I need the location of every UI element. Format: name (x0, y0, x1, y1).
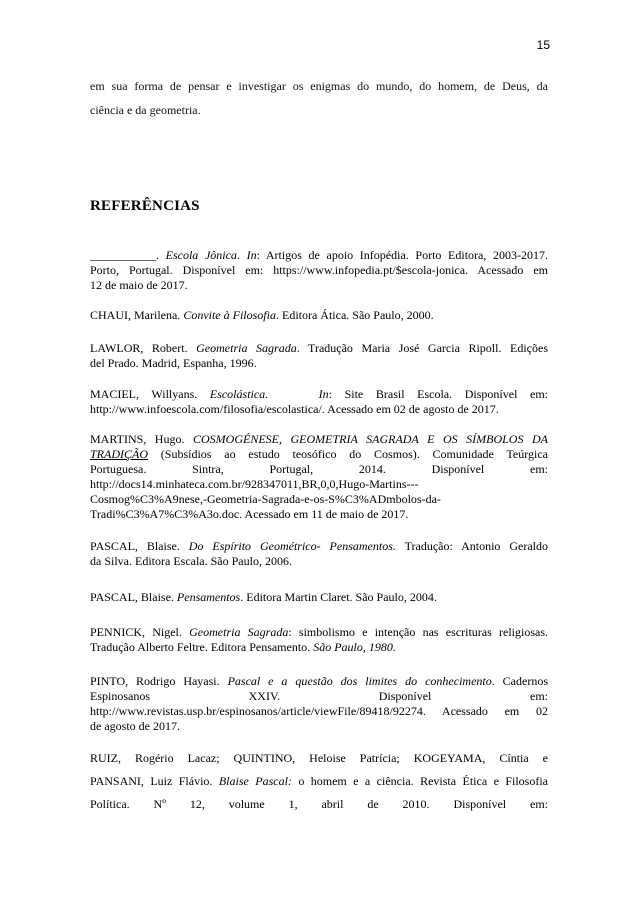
ref-line: Tradi%C3%A7%C3%A3o.doc. Acessado em 11 de maio de 2017. (90, 507, 409, 521)
ref-line: de agosto de 2017. (90, 719, 180, 733)
ref-title: Convite à Filosofia (183, 308, 276, 322)
reference-pinto (90, 674, 548, 734)
ref-author: MACIEL, Willyans. (90, 387, 210, 401)
reference-pascal-pensamentos (90, 590, 548, 605)
ref-in: In (246, 248, 257, 262)
ref-title: Do Espírito Geométrico- Pensamentos. (188, 539, 396, 553)
ref-text: . (236, 248, 247, 262)
ref-text: : Site Brasil Escola. Disponível em: (328, 387, 549, 401)
ref-text: : simbolismo e intenção nas escrituras religiosas. (288, 625, 549, 639)
reference-escola-jonica (90, 248, 548, 293)
ref-title: Blaise Pascal: (218, 774, 292, 788)
references-heading: REFERÊNCIAS (90, 198, 200, 214)
reference-chaui (90, 308, 548, 323)
ref-line: Portuguesa. Sintra, Portugal, 2014. Disponível em: (90, 462, 548, 476)
ref-line: Espinosanos XXIV. Disponível em: (90, 689, 548, 703)
ref-text: (Subsídios ao estudo teosófico do Cosmos). Comunidade Teúrgica (148, 447, 548, 461)
ref-url-line: http://docs14.minhateca.com.br/928347011,BR,0,0,Hugo-Martins--- (90, 477, 419, 491)
ref-author: CHAUI, Marilena. (90, 308, 184, 322)
ref-author: PASCAL, Blaise. (90, 590, 177, 604)
ref-text: Tradução Alberto Feltre. Editora Pensamento. (90, 640, 314, 654)
ref-text: . Cadernos (491, 674, 548, 688)
ref-line: del Prado. Madrid, Espanha, 1996. (90, 356, 257, 370)
ref-title: Pensamentos (176, 590, 241, 604)
ref-line: Porto, Portugal. Disponível em: https://www.infopedia.pt/$escola-jonica. Acessado em (90, 263, 548, 277)
ref-text: Tradução: Antonio Geraldo (395, 539, 549, 553)
ref-line: RUIZ, Rogério Lacaz; QUINTINO, Heloise Patrícia; KOGEYAMA, Cíntia e (90, 751, 548, 765)
author-placeholder: ___________. (90, 248, 166, 262)
ref-text: . Editora Martin Claret. São Paulo, 2004. (240, 590, 437, 604)
ref-text: . Editora Ática. São Paulo, 2000. (275, 308, 434, 322)
ref-line: http://www.infoescola.com/filosofia/escolastica/. Acessado em 02 de agosto de 2017. (90, 402, 499, 416)
ref-title: Pascal e a questão dos limites do conhecimento (227, 674, 492, 688)
ref-author: MARTINS, Hugo. (90, 432, 193, 446)
reference-ruiz (90, 747, 548, 816)
intro-line: em sua forma de pensar e investigar os enigmas do mundo, do homem, de Deus, da (90, 79, 548, 93)
intro-paragraph (90, 74, 548, 122)
ref-title: Geometria Sagrada (189, 625, 289, 639)
ref-title: Escolástica. (209, 387, 269, 401)
reference-martins (90, 432, 548, 522)
ref-text: . Tradução Maria José Garcia Ripoll. Edições (296, 341, 548, 355)
ref-title: Escola Jônica (165, 248, 237, 262)
ref-line: http://www.revistas.usp.br/espinosanos/article/viewFile/89418/92274. Acessado em 02 (90, 704, 548, 718)
ref-author: PANSANI, Luiz Flávio. (90, 774, 219, 788)
ref-text: o homem e a ciência. Revista Ética e Filosofia (291, 774, 548, 788)
ref-title: COSMOGÉNESE, GEOMETRIA SAGRADA E OS SÍMBOLOS DA (193, 432, 548, 446)
ref-text: : Artigos de apoio Infopédia. Porto Editora, 2003-2017. (256, 248, 548, 262)
reference-lawlor (90, 341, 548, 371)
intro-line: ciência e da geometria. (90, 103, 201, 117)
reference-pennick (90, 625, 548, 655)
ref-author: LAWLOR, Robert. (90, 341, 197, 355)
ref-url-line: Cosmog%C3%A9nese,-Geometria-Sagrada-e-os-S%C3%ADmbolos-da- (90, 492, 441, 506)
ref-author: PENNICK, Nigel. (90, 625, 190, 639)
page-number: 15 (536, 38, 550, 52)
ref-line: Política. Nº 12, volume 1, abril de 2010. Disponível em: (90, 797, 548, 811)
ref-author: PASCAL, Blaise. (90, 539, 189, 553)
ref-line: da Silva. Editora Escala. São Paulo, 2006. (90, 554, 292, 568)
ref-title: TRADIÇÃO (90, 447, 148, 461)
ref-author: PINTO, Rodrigo Hayasi. (90, 674, 228, 688)
ref-in: In (318, 387, 329, 401)
reference-maciel (90, 387, 548, 417)
ref-title: Geometria Sagrada (196, 341, 297, 355)
reference-pascal-espirito (90, 539, 548, 569)
ref-text-italic: São Paulo, 1980. (313, 640, 396, 654)
ref-line: 12 de maio de 2017. (90, 278, 188, 292)
